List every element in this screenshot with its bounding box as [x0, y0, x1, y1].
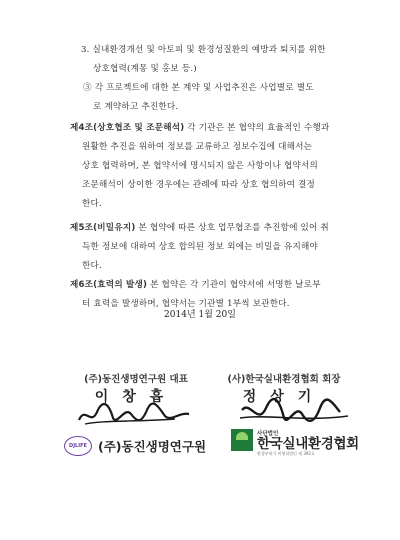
- left-organization-logo: [64, 436, 206, 456]
- right-signatory-name: 정상기: [242, 389, 326, 405]
- article-5-line-3: 한다.: [82, 261, 102, 271]
- right-signatory-title: (사)한국실내환경협회 회장: [227, 374, 341, 385]
- article-4-line-5: 한다.: [82, 199, 102, 209]
- right-organization-type: 사단법인: [257, 431, 279, 437]
- article-6-line-1: [70, 276, 321, 295]
- article-4-line-3: 상호 협력하며, 본 협약서에 명시되지 않은 사항이나 협약서의: [82, 161, 318, 171]
- article-6-line-2: 터 효력을 발생하며, 협약서는 기관별 1부씩 보관한다.: [82, 299, 290, 309]
- left-organization-name: (주)동진생명연구원: [98, 439, 207, 454]
- article-4-line-1: [70, 119, 329, 138]
- item-circle-3: ③ 각 프로젝트에 대한 본 계약 및 사업추진은 사업별로 별도: [83, 83, 314, 93]
- right-organization-name: 한국실내환경협회: [257, 436, 359, 452]
- right-handwritten-signature: [236, 396, 356, 430]
- article-4-heading: 제4조(상호협조 및 조문해석): [70, 123, 185, 133]
- left-handwritten-signature: [75, 400, 195, 430]
- item-circle-3-continued: 로 계약하고 추진한다.: [93, 102, 179, 112]
- left-signatory-title: (주)동진생명연구원 대표: [84, 374, 188, 385]
- left-signatory-name: 이창흡: [94, 389, 178, 405]
- right-organization-registration: 환경부허가 비영리법인 제 392호: [257, 451, 315, 456]
- article-4-line-2: 원활한 추진을 위하여 정보를 교류하고 정보수집에 대해서는: [82, 142, 313, 152]
- item-3: 3. 실내환경개선 및 아토피 및 환경성질환의 예방과 퇴치를 위한: [81, 45, 326, 55]
- item-3-continued: 상호협력(계몽 및 홍보 등.): [93, 64, 197, 74]
- article-5-line-2: 득한 정보에 대하여 상호 합의된 정보 외에는 비밀을 유지해야: [82, 242, 318, 252]
- article-6-text-1: 본 협약은 각 기관이 협약서에 서명한 날로부: [147, 280, 321, 290]
- article-5-line-1: [70, 219, 329, 238]
- association-emblem-icon: [231, 429, 253, 451]
- agreement-date: 2014년 1월 20일: [164, 310, 236, 320]
- article-5-text-1: 본 협약에 따른 상호 업무협조를 추진함에 있어 취: [135, 223, 329, 233]
- article-4-line-4: 조문해석이 상이한 경우에는 관례에 따라 상호 협의하여 결정: [82, 180, 316, 190]
- right-organization-logo: [231, 429, 359, 457]
- article-6-heading: 제6조(효력의 발생): [70, 280, 148, 290]
- article-4-text-1: 각 기관은 본 협약의 효율적인 수행과: [184, 123, 330, 133]
- djlife-emblem-icon: DJLIFE: [64, 436, 92, 456]
- article-5-heading: 제5조(비밀유지): [70, 223, 136, 233]
